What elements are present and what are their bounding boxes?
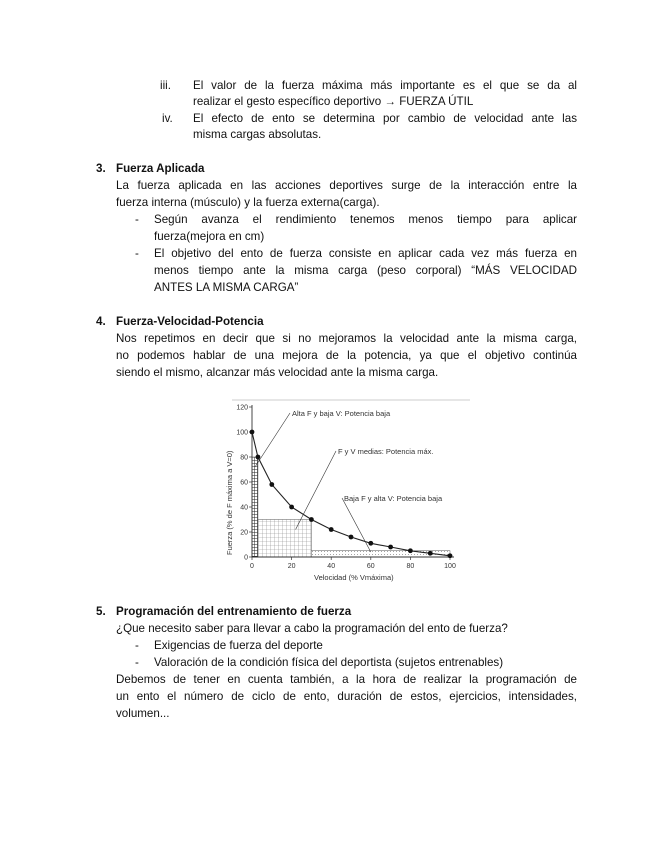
x-tick-label: 100: [444, 563, 456, 570]
section-3-title: Fuerza Aplicada: [116, 162, 205, 175]
section-5-number: 5.: [96, 605, 106, 618]
annotation-leader-3: [342, 498, 371, 552]
roman-item-iii-line-2: realizar el gesto específico deportivo → FUERZA ÚTIL: [193, 95, 474, 108]
data-point: [448, 553, 453, 558]
section-3-number: 3.: [96, 162, 106, 175]
chart-annotation-3: Baja F y alta V: Potencia baja: [344, 494, 443, 503]
section-4-number: 4.: [96, 315, 106, 328]
section-3-bullet-1-line-2: fuerza(mejora en cm): [154, 230, 265, 243]
section-5-bullet-2: Valoración de la condición física del deportista (sujetos entrenables): [154, 656, 504, 669]
force-velocity-chart: [218, 397, 472, 585]
x-tick-label: 40: [327, 563, 336, 570]
data-point: [250, 430, 255, 435]
section-5-question: ¿Que necesito saber para llevar a cabo la programación del ento de fuerza?: [116, 622, 508, 635]
roman-numeral-iv: iv.: [162, 112, 173, 125]
chart-x-label: Velocidad (% Vmáxima): [314, 573, 394, 582]
section-3-bullet-2-line-2: menos tiempo ante la misma carga (peso corporal) “MÁS VELOCIDAD: [154, 264, 577, 277]
annotation-leader-1: [255, 413, 290, 467]
data-point: [349, 535, 354, 540]
x-tick-label: 80: [406, 563, 415, 570]
y-tick-label: 60: [240, 479, 248, 487]
section-3-intro-line-2: fuerza interna (músculo) y la fuerza externa(carga).: [116, 196, 380, 209]
chart-region-1: [252, 457, 258, 557]
bullet-dash: -: [135, 213, 139, 226]
bullet-dash: -: [135, 656, 139, 669]
roman-item-iii-line-1: El valor de la fuerza máxima más importante es el que se da al: [193, 79, 577, 92]
chart-region-2: [252, 520, 311, 558]
roman-numeral-iii: iii.: [160, 79, 171, 92]
data-point: [408, 548, 413, 553]
roman-item-iv-line-1: El efecto de ento se determina por cambio de velocidad ante las: [193, 112, 577, 125]
bullet-dash: -: [135, 639, 139, 652]
data-point: [289, 505, 294, 510]
y-tick-label: 120: [236, 404, 248, 412]
x-tick-label: 60: [366, 563, 375, 570]
y-tick-label: 100: [236, 429, 248, 437]
section-4-paragraph-line-3: siendo el mismo, alcanzar más velocidad ante la misma carga.: [116, 366, 439, 379]
section-5-bullet-1: Exigencias de fuerza del deporte: [154, 639, 323, 652]
section-4-paragraph-line-2: no podemos hablar de una mejora de la potencia, ya que el objetivo continúa: [116, 349, 577, 362]
data-point: [329, 527, 334, 532]
data-point: [388, 545, 393, 550]
section-5-paragraph-line-1: Debemos de tener en cuenta también, a la hora de realizar la programación de: [116, 673, 577, 686]
section-5-paragraph-line-2: un ento el número de ciclo de ento, duración de estos, ejercicios, intensidades,: [116, 690, 577, 703]
x-tick-label: 20: [287, 563, 296, 570]
data-point: [309, 517, 314, 522]
section-5-title: Programación del entrenamiento de fuerza: [116, 605, 352, 618]
section-4-title: Fuerza-Velocidad-Potencia: [116, 315, 264, 328]
section-5-paragraph-line-3: volumen...: [116, 707, 170, 720]
data-point: [269, 482, 274, 487]
section-3-bullet-1-line-1: Según avanza el rendimiento tenemos menos tiempo para aplicar: [154, 213, 577, 226]
annotation-leader-2: [296, 451, 336, 530]
data-point: [428, 551, 433, 556]
data-point: [256, 455, 261, 460]
y-tick-label: 80: [240, 454, 248, 462]
chart-y-label: Fuerza (% de F máxima a V=0): [225, 450, 234, 555]
section-3-bullet-2-line-3: ANTES LA MISMA CARGA”: [154, 281, 299, 294]
chart-annotation-1: Alta F y baja V: Potencia baja: [292, 409, 391, 418]
y-tick-label: 0: [244, 554, 248, 562]
section-3-bullet-2-line-1: El objetivo del ento de fuerza consiste en aplicar cada vez más fuerza en: [154, 247, 577, 260]
chart-annotation-2: F y V medias: Potencia máx.: [338, 447, 434, 456]
bullet-dash: -: [135, 247, 139, 260]
x-tick-label: 0: [250, 563, 254, 570]
section-4-paragraph-line-1: Nos repetimos en decir que si no mejoramos la velocidad ante la misma carga,: [116, 332, 577, 345]
data-point: [368, 541, 373, 546]
y-tick-label: 20: [240, 529, 248, 537]
y-tick-label: 40: [240, 504, 248, 512]
section-3-intro-line-1: La fuerza aplicada en las acciones deportives surge de la interacción entre la: [116, 179, 577, 192]
roman-item-iv-line-2: misma cargas absolutas.: [193, 128, 322, 141]
